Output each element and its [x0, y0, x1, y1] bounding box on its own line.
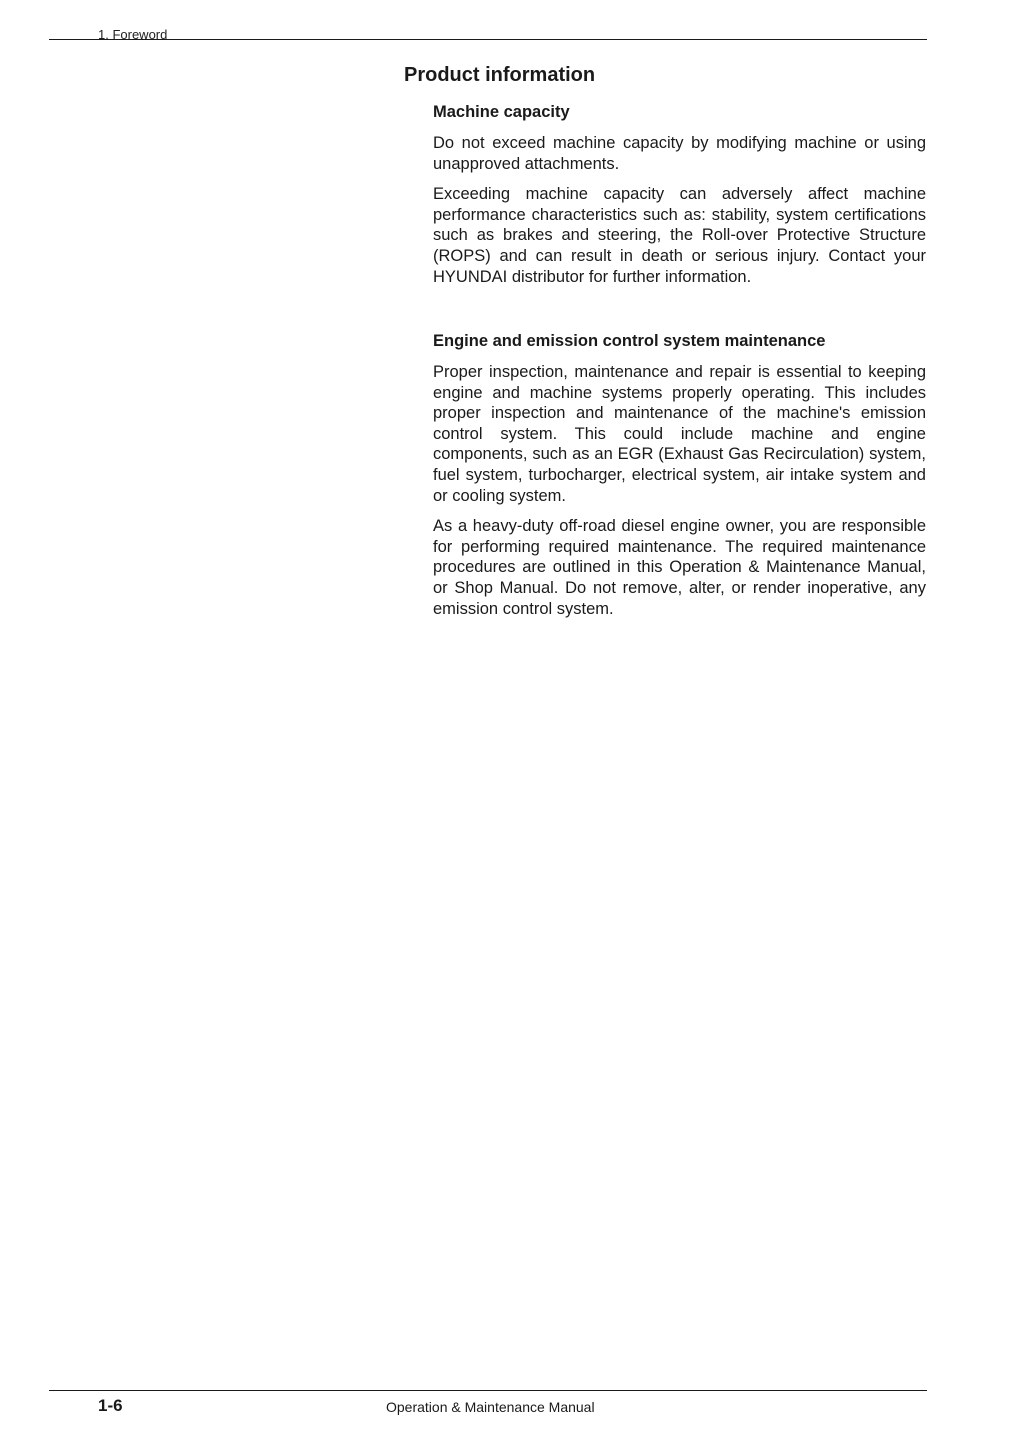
- section-heading: Machine capacity: [433, 103, 570, 121]
- section-machine-capacity: [433, 101, 926, 287]
- manual-title: Operation & Maintenance Manual: [386, 1399, 595, 1415]
- paragraph: Proper inspection, maintenance and repair is essential to keeping engine and machine systems properly operating. This includes proper inspection and maintenance of the machine's emission control system. This could include machine and engine components, such as an EGR (Exhaust Gas Recirculation) system, fuel system, turbocharger, electrical system, air intake system and or cooling system.: [433, 363, 926, 505]
- page-title: Product information: [404, 64, 596, 86]
- section-heading: Engine and emission control system maintenance: [433, 332, 826, 350]
- paragraph: Do not exceed machine capacity by modifying machine or using unapproved attachments.: [433, 134, 926, 173]
- page-number: 1-6: [98, 1396, 123, 1415]
- paragraph: As a heavy-duty off-road diesel engine owner, you are responsible for performing required maintenance. The required maintenance procedures are outlined in this Operation & Maintenance Manual, or Shop Manual. Do not remove, alter, or render inoperative, any emission control system.: [433, 517, 926, 618]
- header-divider: [49, 39, 927, 40]
- paragraph: Exceeding machine capacity can adversely affect machine performance characteristics such as: stability, system certifications such as brakes and steering, the Roll-over Protective Structure (ROPS) and can result in death or serious injury. Contact your HYUNDAI distributor for further information.: [433, 185, 926, 286]
- chapter-header: 1. Foreword: [98, 27, 168, 42]
- footer-divider: [49, 1390, 927, 1391]
- section-emission-maintenance: [433, 330, 926, 619]
